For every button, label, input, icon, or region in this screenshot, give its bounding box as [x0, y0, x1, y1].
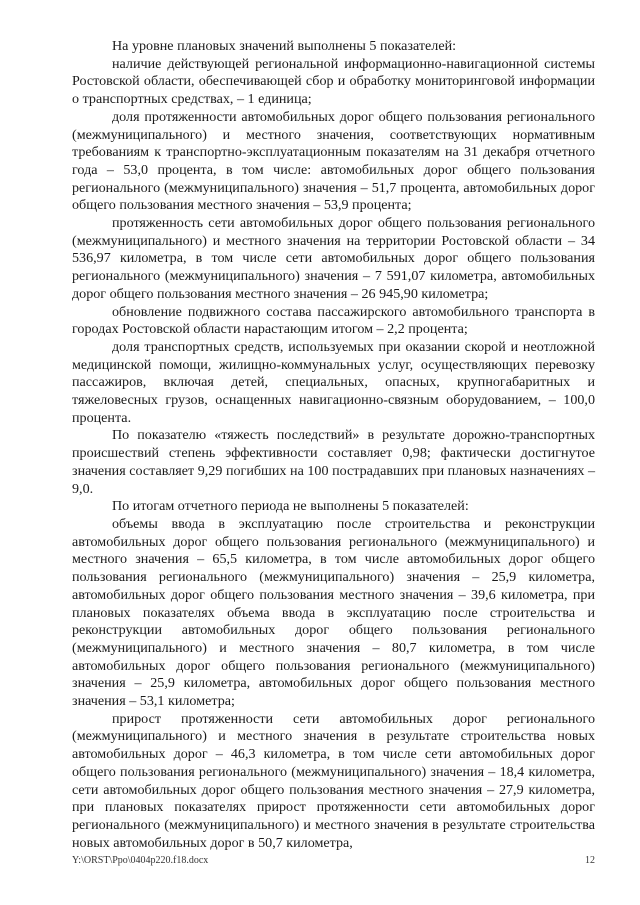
paragraph-navigation-system: наличие действующей региональной информационно-навигационной системы Ростовской области, обеспечивающей сбор и обработку мониторинговой информации о транспортных средствах, – 1 единица;: [72, 55, 595, 108]
paragraph-road-length: протяженность сети автомобильных дорог общего пользования регионального (межмуниципального) и местного значения на территории Ростовской области – 34 536,97 километра, в том числе сети автомобильных дорог общего пользования регионального (межмуниципального) значения – 7 591,07 километра, автомобильных дорог общего пользования местного значения – 26 945,90 километра;: [72, 215, 595, 302]
paragraph-rolling-stock: обновление подвижного состава пассажирского автомобильного транспорта в городах Ростовской области нарастающим итогом – 2,2 процента;: [72, 303, 595, 338]
footer-file-path: Y:\ORST\Ppo\0404p220.f18.docx: [72, 855, 209, 866]
paragraph-network-growth: прирост протяженности сети автомобильных дорог регионального (межмуниципального) и местного значения в результате строительства новых автомобильных дорог – 46,3 километра, в том числе сети автомобильных дорог общего пользования регионального (межмуниципального) значения – 18,4 километра, сети автомобильных дорог общего пользования местного значения – 27,9 километра, при плановых показателях прирост протяженности сети автомобильных дорог регионального (межмуниципального) и местного значения в результате строительства новых автомобильных дорог в 50,7 километра,: [72, 710, 595, 851]
paragraph-accident-severity: По показателю «тяжесть последствий» в результате дорожно-транспортных происшествий степень эффективности составляет 0,98; фактически достигнутое значения составляет 9,29 погибших на 100 пострадавших при плановых назначениях – 9,0.: [72, 427, 595, 497]
document-body: [72, 38, 595, 852]
paragraph-road-share: доля протяженности автомобильных дорог общего пользования регионального (межмуниципального) и местного значения, соответствующих нормативным требованиям к транспортно-эксплуатационным показателям на 31 декабря отчетного года – 53,0 процента, в том числе: автомобильных дорог общего пользования регионального (межмуниципального) значения – 51,7 процента, автомобильных дорог общего пользования местного значения – 53,9 процента;: [72, 108, 595, 214]
paragraph-commissioning-volume: объемы ввода в эксплуатацию после строительства и реконструкции автомобильных дорог общего пользования регионального (межмуниципального) и местного значения – 65,5 километра, в том числе автомобильных дорог общего пользования регионального (межмуниципального) значения – 25,9 километра, автомобильных дорог общего пользования местного значения – 39,6 километра, при плановых показателях объема ввода в эксплуатацию после строительства и реконструкции автомобильных дорог общего пользования регионального (межмуниципального) и местного значения – 80,7 километра, в том числе автомобильных дорог общего пользования регионального (межмуниципального) значения – 25,9 километра, автомобильных дорог общего пользования местного значения – 53,1 километра;: [72, 515, 595, 710]
paragraph-intro-not-completed: По итогам отчетного периода не выполнены 5 показателей:: [112, 498, 469, 515]
paragraph-vehicle-share: доля транспортных средств, используемых при оказании скорой и неотложной медицинской помощи, жилищно-коммунальных услуг, осуществляющих перевозку пассажиров, включая детей, специальных, опасных, крупногабаритных и тяжеловесных грузов, оснащенных навигационно-связным оборудованием, – 100,0 процента.: [72, 338, 595, 426]
paragraph-intro-completed: На уровне плановых значений выполнены 5 показателей:: [112, 38, 457, 54]
page-number: 12: [585, 855, 595, 866]
